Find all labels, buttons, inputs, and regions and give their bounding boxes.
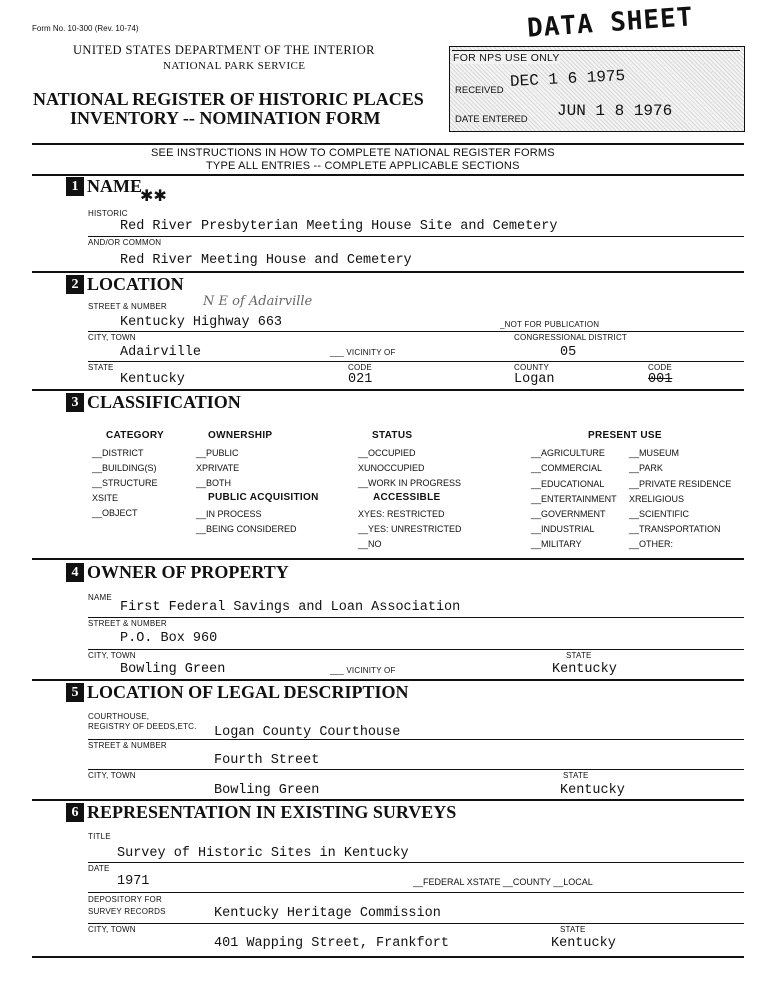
state-code-value: 021 (348, 372, 373, 387)
congressional-district-label: CONGRESSIONAL DISTRICT (514, 333, 628, 342)
status-heading: STATUS (372, 430, 413, 441)
instructions-line2: TYPE ALL ENTRIES -- COMPLETE APPLICABLE SECTIONS (206, 160, 520, 172)
rule (88, 236, 744, 237)
section-4-number: 4 (66, 563, 84, 582)
survey-date-label: DATE (88, 864, 110, 873)
section-4-title: OWNER OF PROPERTY (87, 562, 289, 582)
city-label: CITY, TOWN (88, 333, 136, 342)
historic-label: HISTORIC (88, 209, 128, 218)
ownership-heading: OWNERSHIP (208, 430, 273, 441)
owner-city-label: CITY, TOWN (88, 651, 136, 660)
section-1-number: 1 (66, 177, 84, 196)
depository-city-value: 401 Wapping Street, Frankfort (214, 936, 449, 951)
rule (88, 892, 744, 893)
rule (32, 558, 744, 560)
rule (32, 679, 744, 681)
use-park: __PARK (629, 463, 663, 473)
rule (88, 361, 744, 362)
congressional-district-value: 05 (560, 345, 577, 360)
category-buildings: __BUILDING(S) (92, 463, 157, 473)
rule (88, 769, 744, 770)
use-commercial: __COMMERCIAL (531, 463, 603, 473)
data-sheet-stamp: DATA SHEET (526, 2, 695, 44)
not-for-publication: _NOT FOR PUBLICATION (500, 320, 600, 329)
rule (32, 271, 744, 273)
rule (32, 956, 744, 958)
county-value: Logan (514, 372, 555, 387)
state-value: Kentucky (120, 372, 185, 387)
ownership-both: __BOTH (196, 478, 232, 488)
rule (88, 331, 744, 332)
category-heading: CATEGORY (106, 430, 164, 441)
status-occupied: __OCCUPIED (358, 448, 416, 458)
acquisition-being-considered: __BEING CONSIDERED (196, 524, 297, 534)
depository-value: Kentucky Heritage Commission (214, 906, 441, 921)
depository-city-label: CITY, TOWN (88, 925, 136, 934)
form-number: Form No. 10-300 (Rev. 10-74) (32, 24, 139, 33)
owner-name-value: First Federal Savings and Loan Association (120, 600, 461, 615)
public-acquisition-heading: PUBLIC ACQUISITION (208, 492, 319, 503)
ownership-public: __PUBLIC (196, 448, 239, 458)
rule (88, 617, 744, 618)
accessible-heading: ACCESSIBLE (373, 492, 441, 503)
present-use-heading: PRESENT USE (588, 430, 662, 441)
section-3-number: 3 (66, 393, 84, 412)
use-industrial: __INDUSTRIAL (531, 524, 595, 534)
nps-box-divider (452, 50, 740, 51)
vicinity-label: ___ VICINITY OF (330, 348, 396, 357)
use-scientific: __SCIENTIFIC (629, 509, 690, 519)
depository-state-value: Kentucky (551, 936, 616, 951)
depository-label-line2: SURVEY RECORDS (88, 907, 166, 916)
owner-street-label: STREET & NUMBER (88, 619, 167, 628)
use-entertainment: __ENTERTAINMENT (531, 494, 617, 504)
date-entered-value: JUN 1 8 1976 (557, 102, 673, 120)
survey-title-value: Survey of Historic Sites in Kentucky (117, 846, 409, 861)
legal-city-label: CITY, TOWN (88, 771, 136, 780)
section-1-title: NAME (87, 176, 142, 196)
form-title: NATIONAL REGISTER OF HISTORIC PLACES (33, 89, 424, 109)
handwritten-location: N E of Adairville (203, 294, 313, 309)
county-label: COUNTY (514, 363, 549, 372)
agency: NATIONAL PARK SERVICE (163, 60, 306, 72)
rule (32, 389, 744, 391)
rule (88, 649, 744, 650)
category-object: __OBJECT (92, 508, 138, 518)
handwritten-mark: ✱✱ (140, 188, 167, 205)
section-3-title: CLASSIFICATION (87, 392, 241, 412)
survey-level-options: __FEDERAL XSTATE __COUNTY __LOCAL (413, 877, 593, 887)
owner-state-label: STATE (566, 651, 592, 660)
use-military: __MILITARY (531, 539, 582, 549)
status-unoccupied: XUNOCCUPIED (358, 463, 425, 473)
common-label: AND/OR COMMON (88, 238, 162, 247)
section-2-title: LOCATION (87, 274, 184, 294)
survey-title-label: TITLE (88, 832, 111, 841)
legal-city-value: Bowling Green (214, 783, 320, 798)
rule (88, 862, 744, 863)
city-value: Adairville (120, 345, 202, 360)
depository-state-label: STATE (560, 925, 586, 934)
use-transportation: __TRANSPORTATION (629, 524, 721, 534)
legal-state-label: STATE (563, 771, 589, 780)
rule (32, 143, 744, 145)
section-5-number: 5 (66, 683, 84, 702)
courthouse-label-line2: REGISTRY OF DEEDS,ETC. (88, 722, 197, 731)
code-label: CODE (348, 363, 372, 372)
use-agriculture: __AGRICULTURE (531, 448, 605, 458)
accessible-no: __NO (358, 539, 382, 549)
instructions-line1: SEE INSTRUCTIONS IN HOW TO COMPLETE NATIONAL REGISTER FORMS (151, 147, 555, 159)
accessible-restricted: XYES: RESTRICTED (358, 509, 445, 519)
rule (88, 739, 744, 740)
rule (32, 799, 744, 801)
department: UNITED STATES DEPARTMENT OF THE INTERIOR (73, 43, 375, 57)
use-government: __GOVERNMENT (531, 509, 606, 519)
owner-name-label: NAME (88, 593, 112, 602)
date-entered-label: DATE ENTERED (455, 114, 528, 125)
owner-city-value: Bowling Green (120, 662, 226, 677)
legal-street-value: Fourth Street (214, 753, 320, 768)
owner-street-value: P.O. Box 960 (120, 631, 218, 646)
use-educational: __EDUCATIONAL (531, 479, 605, 489)
owner-vicinity-label: ___ VICINITY OF (330, 666, 396, 675)
category-site: XSITE (92, 493, 119, 503)
county-code-label: CODE (648, 363, 672, 372)
use-other: __OTHER: (629, 539, 674, 549)
form-subtitle: INVENTORY -- NOMINATION FORM (70, 108, 381, 128)
section-6-title: REPRESENTATION IN EXISTING SURVEYS (87, 802, 457, 822)
accessible-unrestricted: __YES: UNRESTRICTED (358, 524, 462, 534)
use-museum: __MUSEUM (629, 448, 680, 458)
use-private-residence: __PRIVATE RESIDENCE (629, 479, 732, 489)
acquisition-in-process: __IN PROCESS (196, 509, 262, 519)
nps-box-label: FOR NPS USE ONLY (453, 52, 560, 64)
courthouse-label-line1: COURTHOUSE, (88, 712, 150, 721)
historic-name: Red River Presbyterian Meeting House Site and Cemetery (120, 219, 558, 234)
county-code-value: 001 (648, 372, 673, 387)
use-religious: XRELIGIOUS (629, 494, 685, 504)
rule (88, 923, 744, 924)
common-name: Red River Meeting House and Cemetery (120, 253, 412, 268)
survey-date-value: 1971 (117, 874, 150, 889)
received-label: RECEIVED (455, 85, 504, 96)
ownership-private: XPRIVATE (196, 463, 240, 473)
depository-label-line1: DEPOSITORY FOR (88, 895, 162, 904)
legal-street-label: STREET & NUMBER (88, 741, 167, 750)
street-value: Kentucky Highway 663 (120, 315, 283, 330)
legal-state-value: Kentucky (560, 783, 625, 798)
courthouse-value: Logan County Courthouse (214, 725, 401, 740)
section-2-number: 2 (66, 275, 84, 294)
received-date: DEC 1 6 1975 (509, 66, 626, 92)
section-5-title: LOCATION OF LEGAL DESCRIPTION (87, 682, 409, 702)
category-structure: __STRUCTURE (92, 478, 158, 488)
owner-state-value: Kentucky (552, 662, 617, 677)
category-district: __DISTRICT (92, 448, 144, 458)
state-label: STATE (88, 363, 114, 372)
status-work-in-progress: __WORK IN PROGRESS (358, 478, 462, 488)
street-label: STREET & NUMBER (88, 302, 167, 311)
section-6-number: 6 (66, 803, 84, 822)
